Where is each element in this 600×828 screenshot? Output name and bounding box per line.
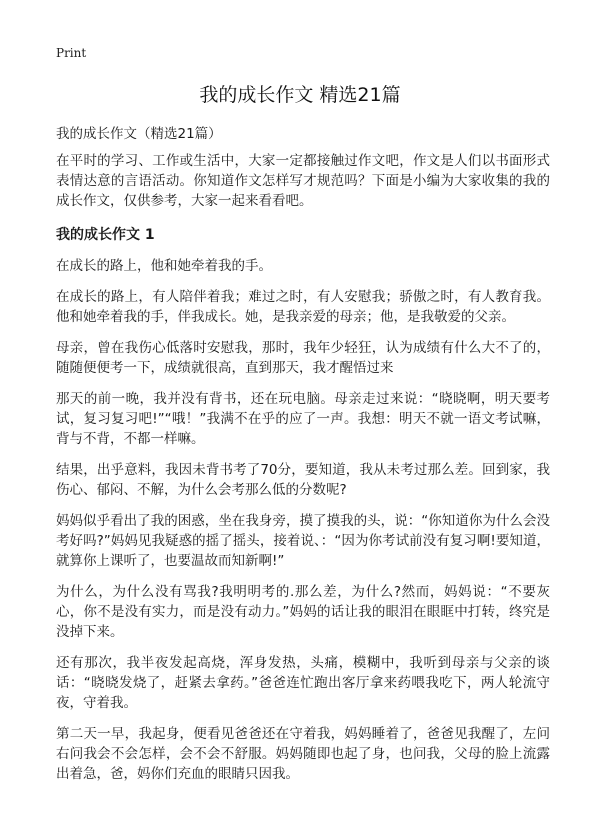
paragraph-3: 母亲，曾在我伤心低落时安慰我，那时，我年少轻狂，认为成绩有什么大不了的，随随便便考一下，成绩就很高，直到那天，我才醒悟过来 (56, 340, 550, 376)
print-link[interactable]: Print (56, 46, 87, 60)
paragraph-1: 在成长的路上，他和她牵着我的手。 (56, 258, 272, 274)
paragraph-6: 妈妈似乎看出了我的困惑，坐在我身旁，摸了摸我的头，说：“你知道你为什么会没考好吗?”妈妈见我疑惑的摇了摇头，接着说、：“因为你考试前没有复习啊!要知道，就算你上课听了，也要温故而知新啊!” (56, 513, 550, 569)
section-heading: 我的成长作文 1 (56, 227, 155, 243)
paragraph-7: 为什么，为什么没有骂我?我明明考的.那么差，为什么?然而，妈妈说：“不要灰心，你不是没有实力，而是没有动力。”妈妈的话让我的眼泪在眼眶中打转，终究是没掉下来。 (56, 584, 550, 640)
document-subtitle: 我的成长作文（精选21篇） (56, 126, 222, 142)
paragraph-9: 第二天一早，我起身，便看见爸爸还在守着我，妈妈睡着了，爸爸见我醒了，左问右问我会不会怎样，会不会不舒服。妈妈随即也起了身，也问我，父母的脸上流露出着急，爸，妈你们充血的眼睛只因我。 (56, 726, 550, 782)
article-body (56, 151, 550, 795)
intro-paragraph: 在平时的学习、工作或生活中，大家一定都接触过作文吧，作文是人们以书面形式表情达意的言语活动。你知道作文怎样写才规范吗？下面是小编为大家收集的我的成长作文，仅供参考，大家一起来看看吧。 (56, 153, 550, 209)
paragraph-8: 还有那次，我半夜发起高烧，浑身发热，头痛，模糊中，我听到母亲与父亲的谈话：“晓晓发烧了，赶紧去拿药。”爸爸连忙跑出客厅拿来药喂我吃下，两人轮流守夜，守着我。 (56, 655, 550, 711)
paragraph-5: 结果，出乎意料，我因未背书考了70分，要知道，我从未考过那么差。回到家，我伤心、郁闷、不解，为什么会考那么低的分数呢? (56, 462, 550, 498)
paragraph-4: 那天的前一晚，我并没有背书，还在玩电脑。母亲走过来说：“晓晓啊，明天要考试，复习复习吧!”“哦！”我满不在乎的应了一声。我想：明天不就一语文考试嘛，背与不背，不都一样嘛。 (56, 391, 550, 447)
document-title: 我的成长作文 精选21篇 (199, 84, 401, 106)
paragraph-2: 在成长的路上，有人陪伴着我；难过之时，有人安慰我；骄傲之时，有人教育我。他和她牵着我的手，伴我成长。她，是我亲爱的母亲；他，是我敬爱的父亲。 (56, 289, 550, 325)
